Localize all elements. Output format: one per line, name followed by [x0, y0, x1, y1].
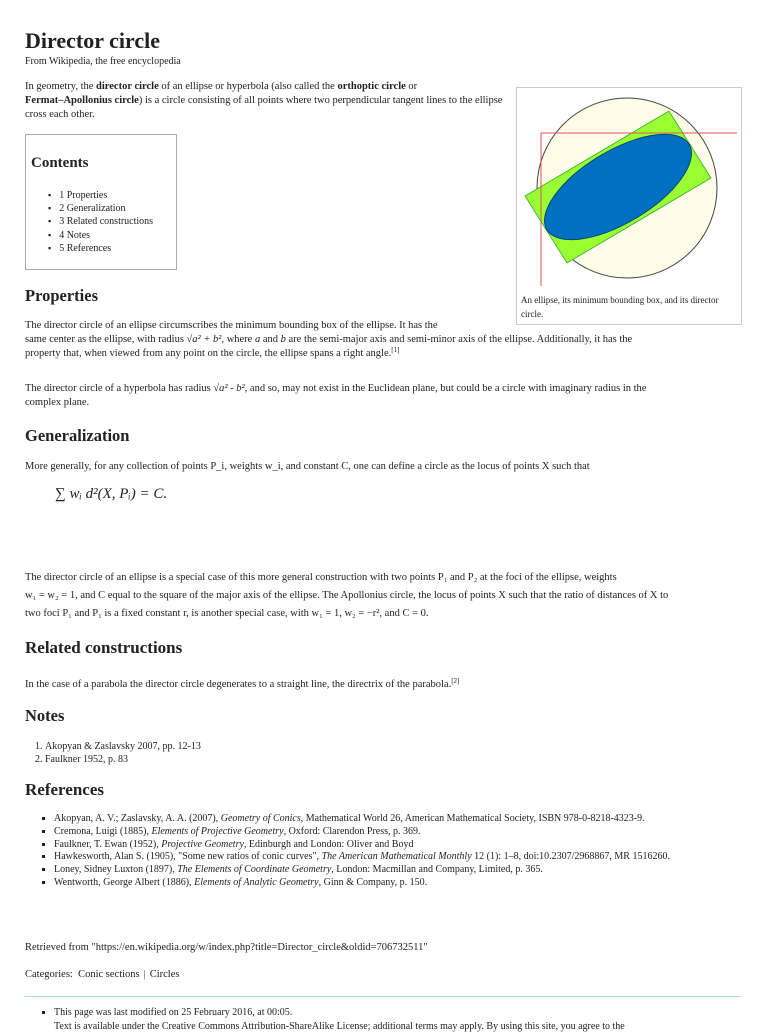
properties-text: property that, when viewed from any point on the circle, the ellipse spans a right angle. — [25, 348, 392, 359]
var-a: a — [254, 334, 261, 345]
reference-title: Projective Geometry — [161, 838, 244, 850]
reference-text: Akopyan, A. V.; Zaslavsky, A. A. (2007), — [54, 813, 221, 824]
reference-item — [54, 877, 744, 890]
note-item: 2. Faulkner 1952, p. 83 — [45, 754, 201, 767]
toc-title: Contents — [31, 155, 89, 171]
toc-list — [48, 189, 153, 255]
reference-item — [54, 839, 744, 852]
retrieved-from: Retrieved from "https://en.wikipedia.org/w/index.php?title=Director_circle&oldid=706732511" — [25, 942, 428, 953]
generalization-paragraph-2 — [25, 569, 745, 623]
heading-related-constructions: Related constructions — [25, 638, 183, 657]
toc-item-generalization[interactable]: 2 Generalization — [59, 203, 126, 215]
term-orthoptic-circle: orthoptic circle — [337, 81, 406, 92]
reference-text: Hawkesworth, Alan S. (1905), "Some new ratios of conic curves", — [54, 851, 322, 863]
properties-text: and — [260, 334, 281, 345]
reference-title: Elements of Analytic Geometry — [194, 876, 319, 888]
intro-text: or — [405, 81, 418, 92]
reference-text: , Ginn & Company, p. 150. — [318, 876, 428, 888]
figure-thumbnail[interactable] — [516, 87, 742, 325]
term-fermat-apollonius: Fermat–Apollonius circle — [25, 95, 139, 106]
table-of-contents — [25, 134, 177, 270]
toc-item-references[interactable]: 5 References — [59, 242, 112, 254]
references-list — [25, 813, 744, 890]
heading-references: References — [25, 780, 104, 799]
footer-divider — [25, 996, 741, 997]
generalization-paragraph-1: More generally, for any collection of points P_i, weights w_i, and constant C, one can define a circle as the locus of points X such that — [25, 461, 590, 472]
ellipse-figure — [517, 88, 741, 288]
note-item: 1. Akopyan & Zaslavsky 2007, pp. 12-13 — [45, 741, 201, 754]
properties-text: , where — [221, 334, 255, 345]
properties-text: The director circle of an ellipse circumscribes the minimum bounding box of the ellipse. It has the — [25, 320, 438, 331]
term-director-circle: director circle — [96, 81, 159, 92]
figure-caption: An ellipse, its minimum bounding box, and its director circle. — [521, 295, 719, 319]
reference-title: Geometry of Conics — [220, 813, 301, 824]
reference-text: , Edinburgh and London: Oliver and Boyd — [243, 838, 414, 850]
reference-item — [54, 851, 744, 864]
reference-text: 12 (1): 1–8, doi:10.2307/2968867, MR 1516260. — [471, 851, 670, 863]
reference-text: , Oxford: Clarendon Press, p. 369. — [283, 825, 421, 837]
generalization-text: w₁ = w₂ = 1, and C equal to the square of the major axis of the ellipse. The Apollonius circle, the locus of points X such that the ratio of distances of X to — [25, 590, 669, 601]
reference-title: The Elements of Coordinate Geometry — [177, 864, 332, 876]
toc-item-related[interactable]: 3 Related constructions — [59, 216, 154, 228]
footer — [25, 1006, 745, 1034]
page-title: Director circle — [25, 28, 160, 53]
properties-paragraph-2 — [25, 382, 745, 410]
intro-text: of an ellipse or hyperbola (also called the — [158, 81, 338, 92]
toc-item-properties[interactable]: 1 Properties — [59, 190, 108, 201]
category-link-conic-sections[interactable]: Conic sections — [78, 969, 140, 980]
citation-1[interactable]: [1] — [391, 346, 400, 354]
toc-item-notes[interactable]: 4 Notes — [59, 229, 91, 241]
reference-text: Cremona, Luigi (1885), — [54, 825, 152, 837]
reference-text: , London: Macmillan and Company, Limited, p. 365. — [331, 864, 543, 876]
reference-title: Elements of Projective Geometry — [151, 825, 284, 837]
notes-list — [25, 741, 201, 767]
heading-generalization: Generalization — [25, 426, 130, 445]
citation-2[interactable]: [2] — [451, 677, 460, 685]
hyperbola-radius-expression: √a² - b² — [213, 383, 245, 394]
radius-expression: √a² + b² — [186, 334, 222, 345]
properties-text: complex plane. — [25, 397, 90, 408]
category-link-circles[interactable]: Circles — [149, 969, 180, 980]
reference-item — [54, 813, 744, 826]
heading-properties: Properties — [25, 286, 99, 305]
properties-paragraph-1 — [25, 319, 745, 361]
properties-text: same center as the ellipse, with radius — [25, 334, 187, 345]
reference-text: Wentworth, George Albert (1886), — [54, 876, 195, 888]
intro-text: ) is a circle consisting of all points where two perpendicular tangent lines to the ellipse cross each other. — [25, 95, 503, 120]
heading-notes: Notes — [25, 706, 65, 725]
related-paragraph — [25, 678, 745, 692]
var-b: b — [280, 334, 286, 345]
properties-text: , and so, may not exist in the Euclidean plane, but could be a circle with imaginary radius in the — [244, 383, 647, 394]
generalization-formula: ∑ wᵢ d²(X, Pᵢ) = C. — [55, 486, 168, 502]
generalization-text: The director circle of an ellipse is a special case of this more general construction with two points P₁ and P₂ at the foci of the ellipse, weights — [25, 572, 617, 583]
related-text: In the case of a parabola the director circle degenerates to a straight line, the directrix of the parabola. — [25, 679, 452, 690]
reference-text: Loney, Sidney Luxton (1897), — [54, 864, 178, 876]
category-separator: | — [143, 969, 146, 980]
footer-list — [25, 1006, 745, 1034]
page-tagline: From Wikipedia, the free encyclopedia — [25, 56, 181, 67]
reference-item — [54, 826, 744, 839]
properties-text: are the semi-major axis and semi-minor axis of the ellipse. Additionally, it has the — [285, 334, 633, 345]
footer-license: ▪ Text is available under the Creative Commons Attribution-ShareAlike License; additional terms may apply. By using this site, you agree to the — [54, 1020, 734, 1034]
categories-bar — [25, 968, 745, 982]
reference-text: , Mathematical World 26, American Mathematical Society, ISBN 978-0-8218-4323-9. — [300, 813, 645, 824]
reference-text: Faulkner, T. Ewan (1952), — [54, 838, 162, 850]
footer-last-modified: ▪ This page was last modified on 25 February 2016, at 00:05. — [54, 1006, 745, 1020]
reference-title: The American Mathematical Monthly — [321, 851, 472, 863]
categories-label: Categories: — [25, 969, 73, 980]
intro-paragraph — [25, 80, 505, 122]
properties-text: The director circle of a hyperbola has radius — [25, 383, 214, 394]
intro-text: In geometry, the — [25, 81, 97, 92]
generalization-text: two foci P₁ and P₁ is a fixed constant r, is another special case, with w₁ = 1, w₂ = −r², and C = 0. — [25, 608, 429, 619]
reference-item — [54, 864, 744, 877]
